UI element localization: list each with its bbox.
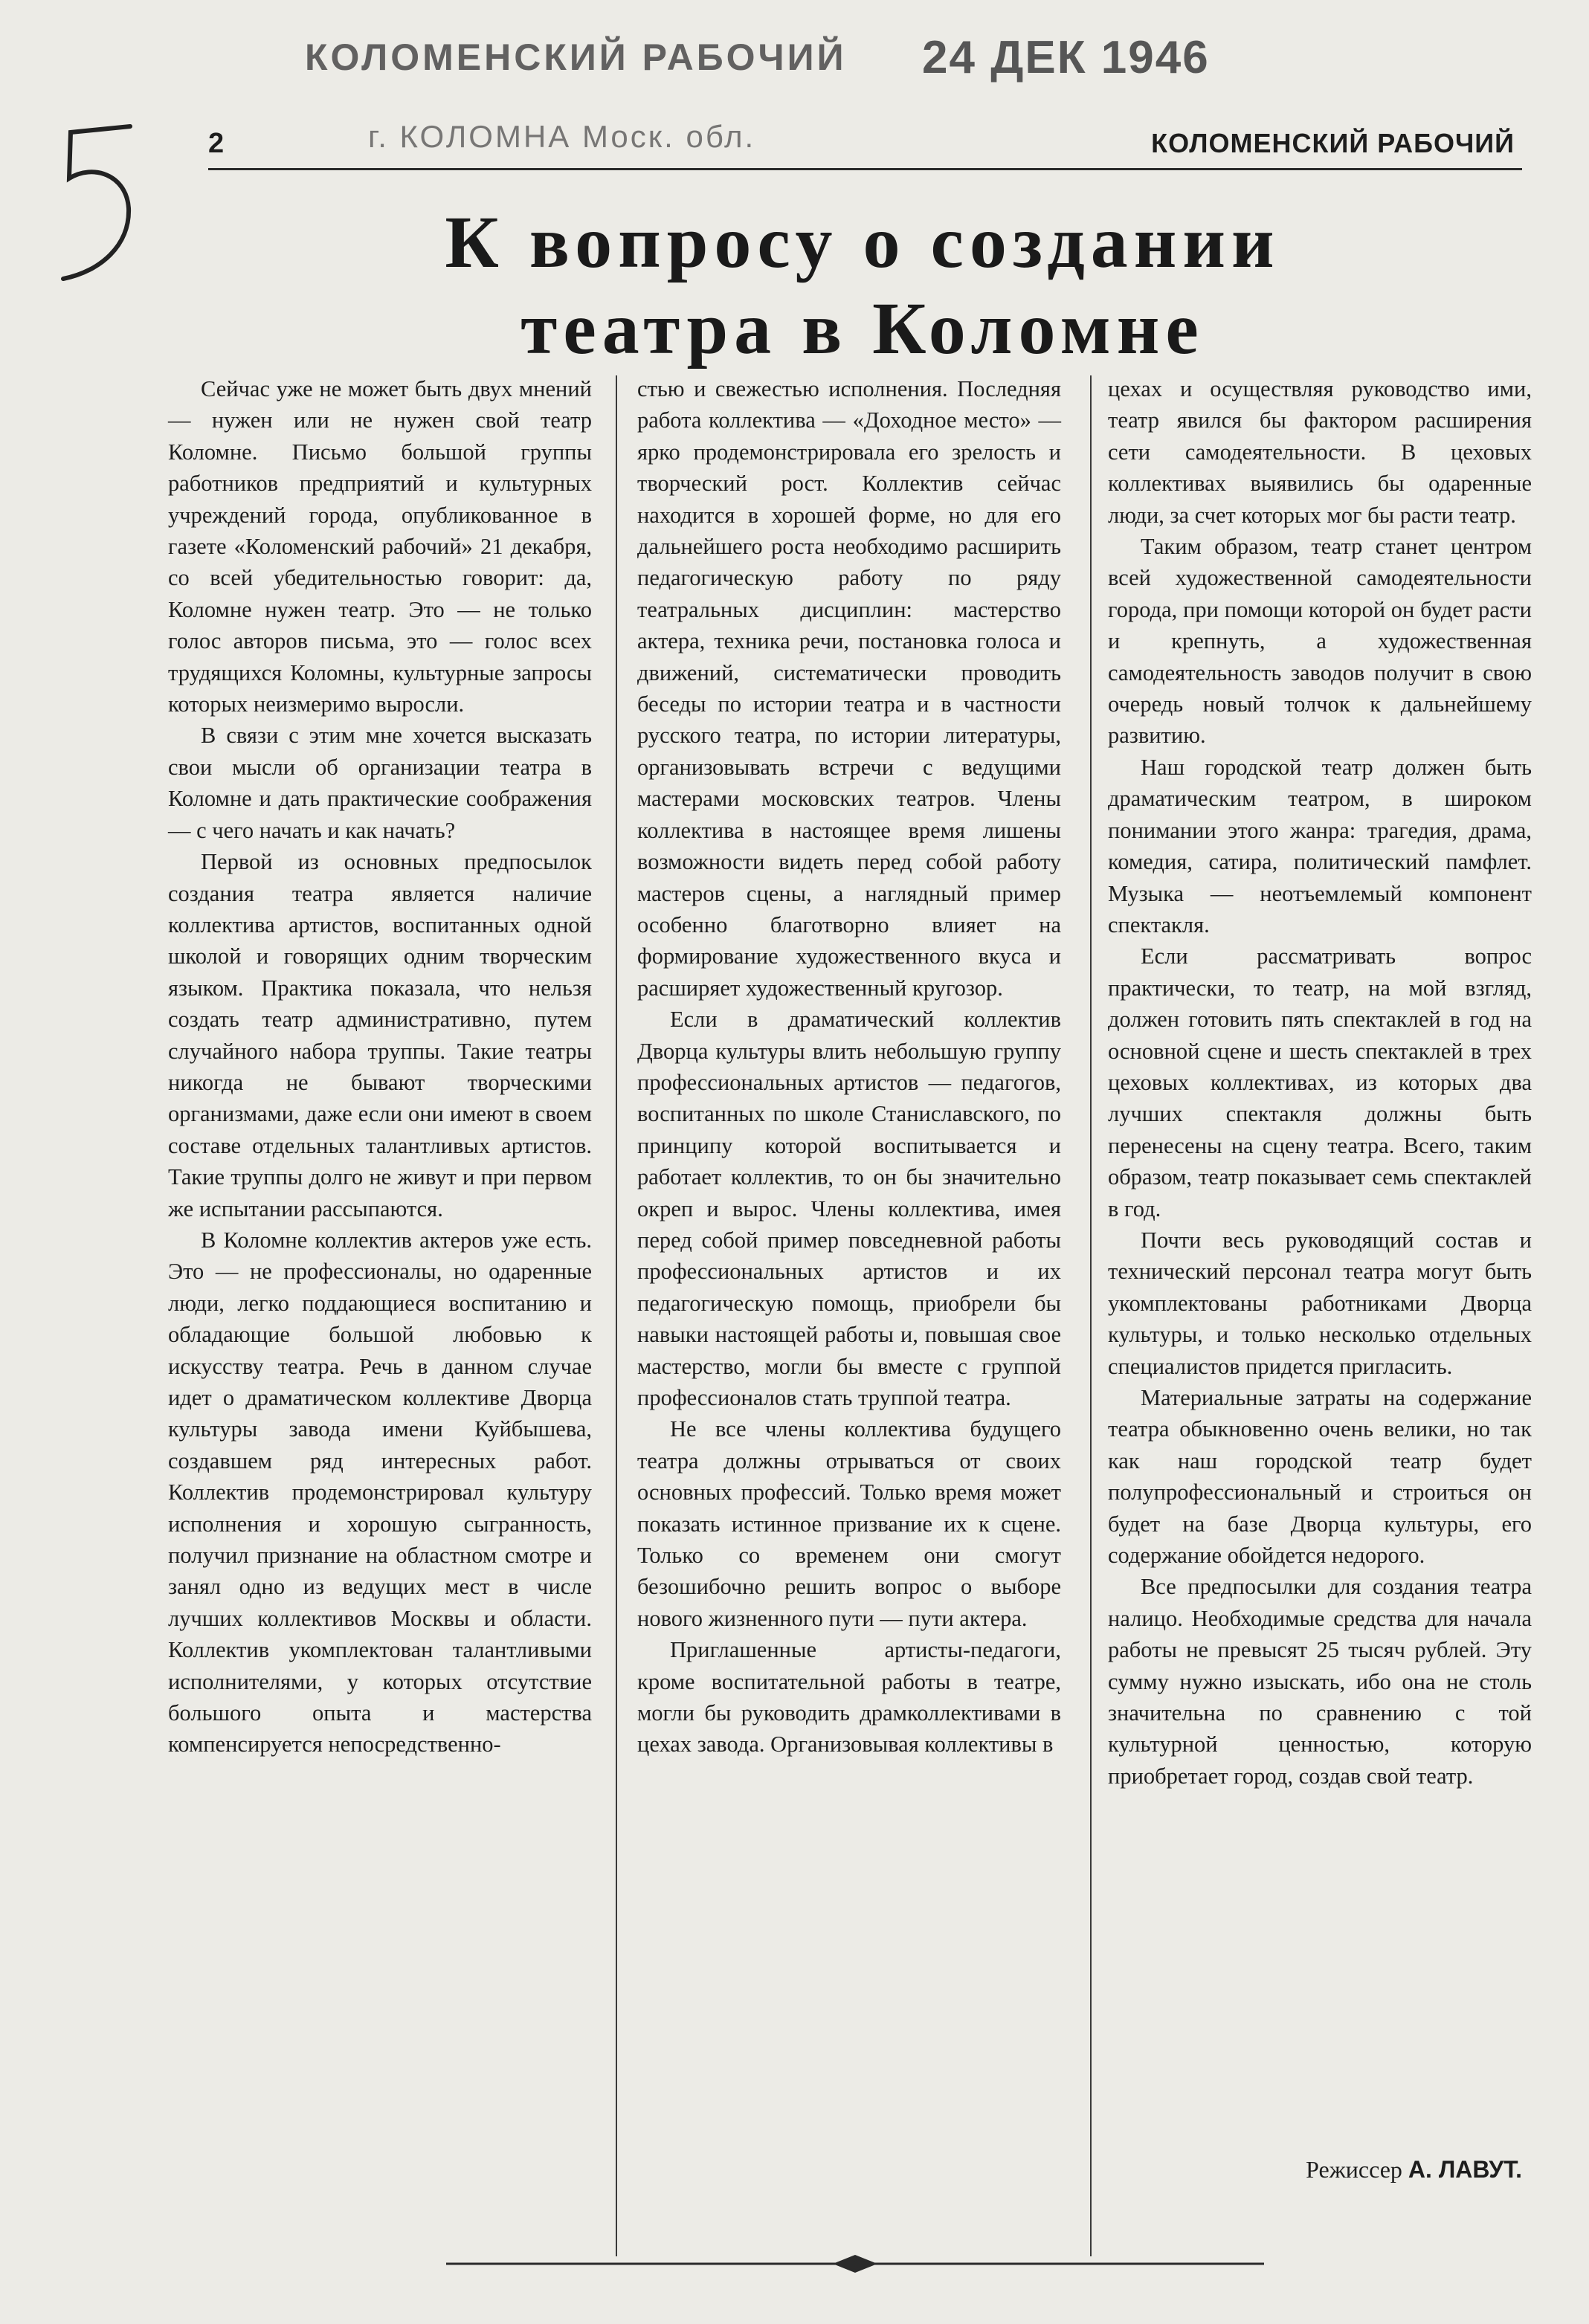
paragraph: стью и свежестью исполнения. Последняя работа коллектива — «Доходное место» — ярко продемонстрировала его зрелость и творческий рост. Коллектив сейчас находится в хорошей форме, но для его дальнейшего роста необходимо расширить педагогическую работу по ряду театральных дисциплин: мастерство актера, техника речи, постановка голоса и движений, систематически проводить беседы по истории театра и в частности русского театра, по истории литературы, организовывать встречи с ведущими мастерами московских театров. Члены коллектива в настоящее время лишены возможности видеть перед собой работу мастеров сцены, а наглядный пример особенно благотворно влияет на формирование художественного вкуса и расширяет художественный кругозор. bbox=[637, 376, 1061, 1001]
paragraph: Если в драматический коллектив Дворца культуры влить небольшую группу профессиональных артистов — педагогов, воспитанных по школе Станиславского, по принципу которой воспитывается и работает коллектив, то он бы значительно окреп и вырос. Члены коллектива, имея перед собой пример повседневной работы профессиональных артистов и их педагогическую помощь, приобрели бы навыки настоящей работы и, повышая свое мастерство, могли бы вместе с группой профессионалов стать труппой театра. bbox=[637, 1007, 1061, 1410]
paragraph: цехах и осуществляя руководство ими, театр явился бы фактором расширения сети самодеятельности. В цеховых коллективах выявились бы одаренные люди, за счет которых мог бы расти театр. bbox=[1108, 376, 1532, 528]
paragraph: Таким образом, театр станет центром всей художественной самодеятельности города, при помощи которой он будет расти и крепнуть, а художественная самодеятельность заводов получит в свою очередь новый толчок к дальнейшему развитию. bbox=[1108, 534, 1532, 749]
column-divider bbox=[616, 375, 617, 2256]
paragraph: В связи с этим мне хочется высказать свои мысли об организации театра в Коломне и дать практические соображения — с чего начать и как начать? bbox=[168, 723, 592, 843]
article-headline bbox=[201, 199, 1524, 372]
paragraph: Не все члены коллектива будущего театра должны отрываться от своих основных профессий. Только время может показать истинное призвание их к сцене. Только со временем они смогут безошибочно решить вопрос о выборе нового жизненного пути — пути актера. bbox=[637, 1416, 1061, 1631]
paragraph: Первой из основных предпосылок создания театра является наличие коллектива артистов, воспитанных одной школой и говорящих одним творческим языком. Практика показала, что нельзя создать театр административно, путем случайного набора труппы. Такие театры никогда не бывают творческими организмами, даже если они имеют в своем составе отдельных талантливых артистов. Такие труппы долго не живут и при первом же испытании рассыпаются. bbox=[168, 849, 592, 1221]
ornamental-end-rule bbox=[446, 2249, 1264, 2279]
archive-stamp-city: г. КОЛОМНА Моск. обл. bbox=[368, 119, 756, 154]
archive-stamp-date: 24 ДЕК 1946 bbox=[922, 32, 1210, 83]
author-signature bbox=[1306, 2156, 1522, 2183]
archive-stamp-newspaper: КОЛОМЕНСКИЙ РАБОЧИЙ bbox=[305, 36, 847, 78]
paragraph: Почти весь руководящий состав и технический персонал театра могут быть укомплектованы работниками Дворца культуры, и только несколько отдельных специалистов придется пригласить. bbox=[1108, 1227, 1532, 1379]
paragraph: Если рассматривать вопрос практически, то театр, на мой взгляд, должен готовить пять спектаклей в год на основной сцене и шесть спектаклей в трех цеховых коллективах, из которых два лучших спектакля должны быть перенесены на сцену театра. Всего, таким образом, театр показывает семь спектаклей в год. bbox=[1108, 943, 1532, 1221]
handwritten-number-mark bbox=[41, 112, 152, 290]
signature-name: А. ЛАВУТ. bbox=[1408, 2156, 1522, 2183]
article-column-1 bbox=[168, 373, 592, 1760]
newspaper-name-header: КОЛОМЕНСКИЙ РАБОЧИЙ bbox=[1151, 128, 1515, 158]
headline-line-1: К вопросу о создании bbox=[445, 201, 1280, 283]
paragraph: В Коломне коллектив актеров уже есть. Это — не профессионалы, но одаренные люди, легко поддающиеся воспитанию и обладающие большой любовью к искусству театра. Речь в данном случае идет о драматическом коллективе Дворца культуры завода имени Куйбышева, создавшем ряд интересных работ. Коллектив продемонстрировал культуру исполнения и хорошую сыгранность, получил признание на областном смотре и занял одно из ведущих мест в числе лучших коллективов Москвы и области. Коллектив укомплектован талантливыми исполнителями, у которых отсутствие большого опыта и мастерства компенсируется непосредственно- bbox=[168, 1227, 592, 1757]
article-column-2 bbox=[637, 373, 1061, 1760]
headline-line-2: театра в Коломне bbox=[520, 287, 1205, 369]
page-number: 2 bbox=[208, 128, 225, 159]
paragraph: Наш городской театр должен быть драматическим театром, в широком понимании этого жанра: трагедия, драма, комедия, сатира, политический памфлет. Музыка — неотъемлемый компонент спектакля. bbox=[1108, 754, 1532, 937]
paragraph: Сейчас уже не может быть двух мнений — нужен или не нужен свой театр Коломне. Письмо большой группы работников предприятий и культурных учреждений города, опубликованное в газете «Коломенский рабочий» 21 декабря, со всей убедительностью говорит: да, Коломне нужен театр. Это — не только голос авторов письма, это — голос всех трудящихся Коломны, культурные запросы которых неизмеримо выросли. bbox=[168, 376, 592, 717]
header-rule bbox=[208, 168, 1522, 170]
column-divider bbox=[1090, 375, 1092, 2256]
article-column-3 bbox=[1108, 373, 1532, 1792]
paragraph: Материальные затраты на содержание театра обыкновенно очень велики, но так как наш городской театр будет полупрофессиональный и строиться он будет на базе Дворца культуры, его содержание обойдется недорого. bbox=[1108, 1385, 1532, 1569]
signature-role: Режиссер bbox=[1306, 2156, 1402, 2183]
paragraph: Все предпосылки для создания театра налицо. Необходимые средства для начала работы не превысят 25 тысяч рублей. Эту сумму нужно изыскать, ибо она не столь значительна по сравнению с той культурной ценностью, которую приобретает город, создав свой театр. bbox=[1108, 1574, 1532, 1789]
paragraph: Приглашенные артисты-педагоги, кроме воспитательной работы в театре, могли бы руководить драмколлективами в цехах завода. Организовывая коллективы в bbox=[637, 1637, 1061, 1757]
